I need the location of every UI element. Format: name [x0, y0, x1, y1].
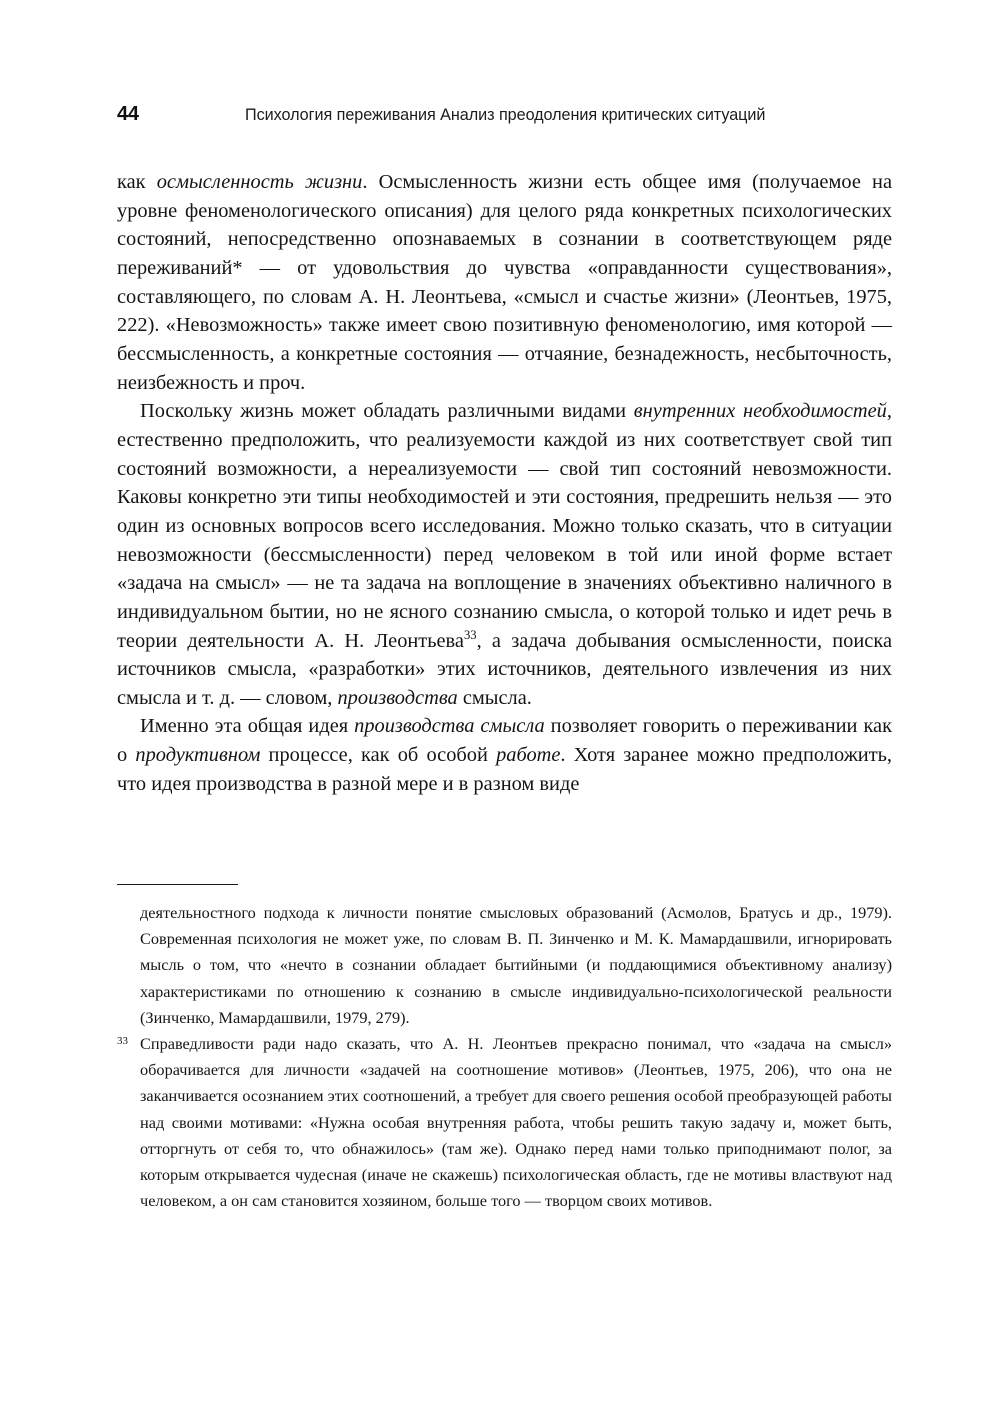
running-head	[117, 103, 890, 133]
footnote-separator-rule	[117, 884, 238, 885]
page-number: 44	[117, 103, 139, 125]
paragraph: как осмысленность жизни. Осмысленность жизни есть общее имя (получаемое на уровне феноменологического описания) для целого ряда конкретных психологических состояний, непосредственно опознаваемых в сознании в соответствующем ряде переживаний* — от удовольствия до чувства «оправданности существования», составляющего, по словам А. Н. Леонтьева, «смысл и счастье жизни» (Леонтьев, 1975, 222). «Невозможность» также имеет свою позитивную феноменологию, имя которой — бессмысленность, а конкретные состояния — отчаяние, безнадежность, несбыточность, неизбежность и проч.	[117, 171, 892, 394]
footnote-33	[117, 1031, 892, 1214]
paragraph: Поскольку жизнь может обладать различными видами внутренних необходимостей, естественно предположить, что реализуемости каждой из них соответствует свой тип состояний возможности, а нереализуемости — свой тип состояний невозможности. Каковы конкретно эти типы необходимостей и эти состояния, предрешить нельзя — это один из основных вопросов всего исследования. Можно только сказать, что в ситуации невозможности (бессмысленности) перед человеком в той или иной форме встает «задача на смысл» — не та задача на воплощение в значениях объективно наличного в индивидуальном бытии, но не ясного сознанию смысла, о которой только и идет речь в теории деятельности А. Н. Леонтьева$^{33}$, а задача добывания осмысленности, поиска источников смысла, «разработки» этих источников, деятельного извлечения из них смысла и т. д. — словом, производства смысла.	[117, 400, 892, 709]
footnote-area	[117, 900, 892, 1214]
running-title: Психология переживания Анализ преодоления критических ситуаций	[245, 106, 766, 124]
body-text	[117, 168, 892, 798]
paragraph: Именно эта общая идея производства смысла позволяет говорить о переживании как о продуктивном процессе, как об особой работе. Хотя заранее можно предположить, что идея производства в разной мере и в разном виде	[117, 715, 892, 795]
footnote-text: Справедливости ради надо сказать, что А. Н. Леонтьев прекрасно понимал, что «задача на смысл» оборачивается для личности «задачей на соотношение мотивов» (Леонтьев, 1975, 206), что она не заканчивается осознанием этих соотношений, а требует для своего решения особой преобразующей работы над своими мотивами: «Нужна особая внутренняя работа, чтобы решить такую задачу и, может быть, отторгнуть от себя то, что обнажилось» (там же). Однако перед нами только приподнимают полог, за которым открывается чудесная (иначе не скажешь) психологическая область, где не мотивы властвуют над человеком, а он сам становится хозяином, больше того — творцом своих мотивов.	[140, 1034, 892, 1211]
footnote-continued	[117, 900, 892, 1031]
footnote-text: деятельностного подхода к личности понятие смысловых образований (Асмолов, Братусь и др., 1979). Современная психология не может уже, по словам В. П. Зинченко и М. К. Мамардашвили, игнорировать мысль о том, что «нечто в сознании обладает бытийными (и поддающимися объективному анализу) характеристиками по отношению к сознанию в смысле индивидуально-психологической реальности (Зинченко, Мамардашвили, 1979, 279).	[140, 903, 892, 1027]
footnote-marker: 33	[117, 1035, 128, 1048]
